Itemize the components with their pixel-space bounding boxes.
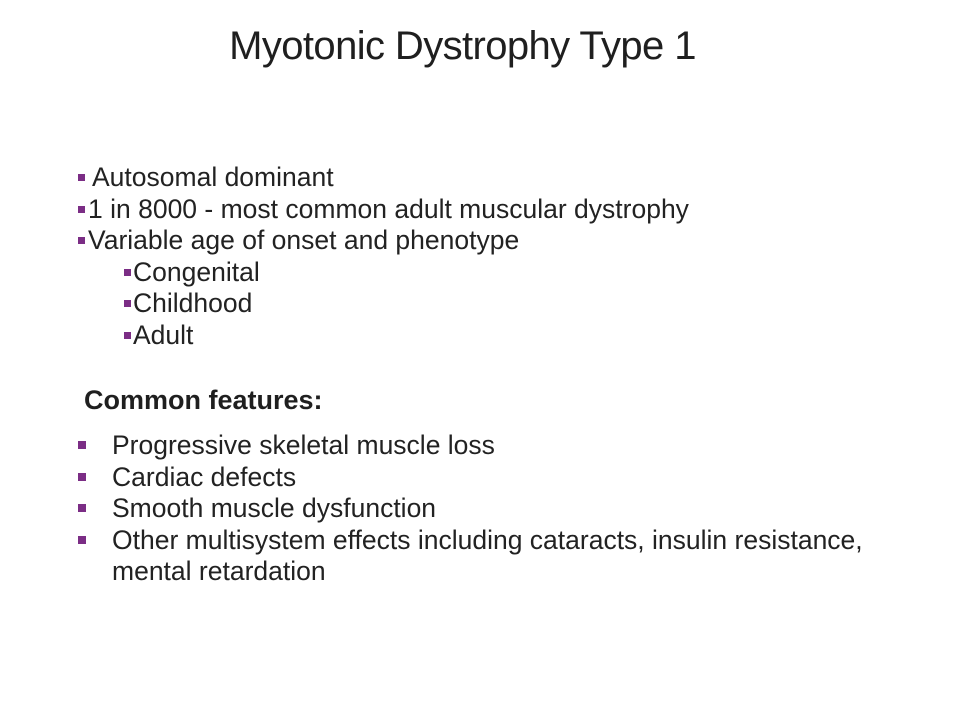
sub-bullet-text: Congenital (133, 256, 260, 287)
feature-text: Cardiac defects (112, 461, 297, 492)
list-item (0, 430, 892, 462)
square-bullet-icon (78, 441, 86, 449)
square-bullet-icon (124, 332, 131, 339)
feature-text: Smooth muscle dysfunction (112, 493, 437, 524)
feature-text: Progressive skeletal muscle loss (112, 430, 495, 460)
square-bullet-icon (78, 473, 86, 481)
square-bullet-icon (78, 504, 86, 512)
feature-text: Other multisystem effects including cataracts, insulin resistance, mental retardation (112, 524, 863, 587)
intro-bullet-list (0, 162, 960, 352)
slide-title: Myotonic Dystrophy Type 1 (229, 24, 696, 68)
sub-list-item (0, 320, 960, 352)
bullet-text: Variable age of onset and phenotype (88, 225, 520, 256)
square-bullet-icon (78, 237, 85, 244)
features-bullet-list (0, 430, 960, 588)
square-bullet-icon (124, 300, 131, 307)
list-item (0, 194, 960, 226)
sub-list-item (0, 288, 960, 320)
list-item (0, 162, 960, 194)
bullet-text: 1 in 8000 - most common adult muscular dystrophy (88, 193, 689, 224)
list-item (0, 462, 892, 494)
list-item (0, 225, 960, 257)
list-item (0, 525, 892, 588)
square-bullet-icon (78, 174, 85, 181)
square-bullet-icon (78, 206, 85, 213)
square-bullet-icon (124, 269, 131, 276)
sub-list-item (0, 257, 960, 289)
sub-bullet-text: Adult (133, 319, 194, 350)
list-item (0, 493, 892, 525)
sub-bullet-text: Childhood (133, 288, 253, 319)
square-bullet-icon (78, 536, 86, 544)
features-heading: Common features: (84, 385, 323, 415)
bullet-text: Autosomal dominant (92, 162, 334, 192)
